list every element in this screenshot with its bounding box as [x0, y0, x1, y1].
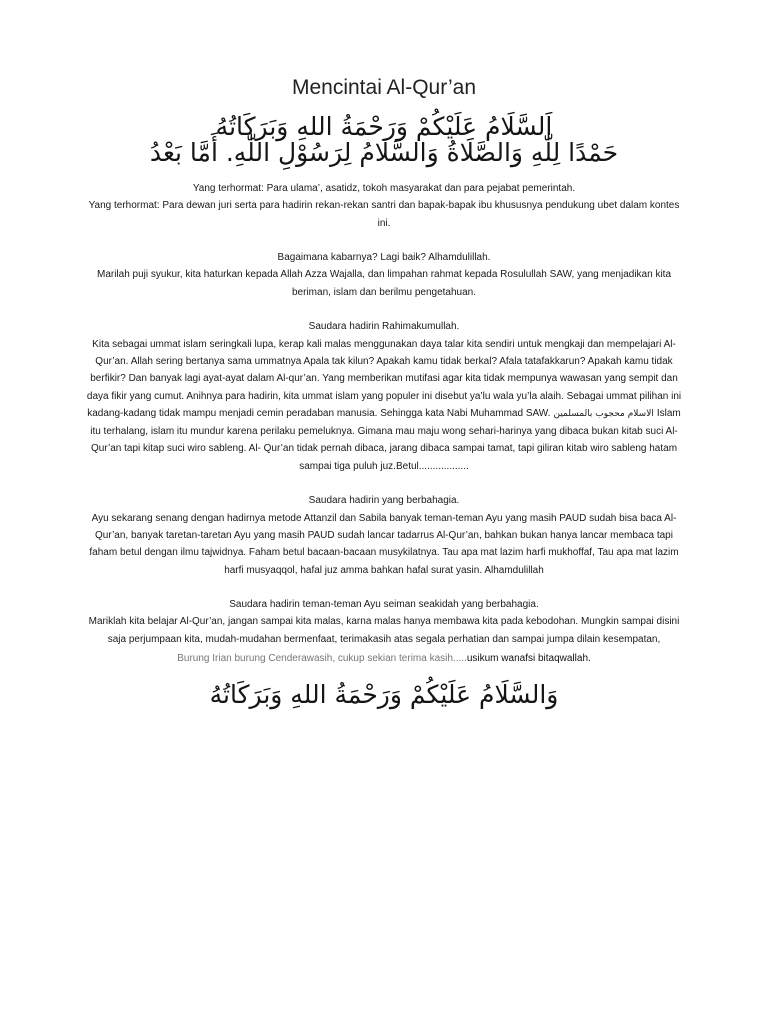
para1-line-2: Marilah puji syukur, kita haturkan kepada Allah Azza Wajalla, dan limpahan rahmat kepada Rosulullah SAW, yang menjadikan kita beriman, islam dan berilmu pengetahuan. — [96, 269, 672, 298]
closing-line — [82, 653, 686, 664]
arabic-salam-closing: وَالسَّلَامُ عَلَيْكُمْ وَرَحْمَةُ اللهِ وَبَرَكَاتُهُ — [209, 680, 559, 709]
para2-text-after: Islam itu terhalang, islam itu mundur karena perilaku pemeluknya. Gimana mau maju wong sehari-harinya yang dibaca bukan kitab suci Al-Qur’an tapi kitap suci wiro sableng. Al- Qur’an tidak pernah dibaca, jarang dibaca sampai tamat, tapi giliran kitab wiro sableng hatam sampai tiga puluh juz.Betul.................. — [90, 407, 681, 472]
para3-heading: Saudara hadirin yang berbahagia. — [308, 495, 460, 507]
para2-text — [82, 336, 686, 475]
greeting-line-1: Yang terhormat: Para ulama’, asatidz, tokoh masyarakat dan para pejabat pemerintah. — [192, 183, 576, 194]
para2-text-before: Kita sebagai ummat islam seringkali lupa, kerap kali malas menggunakan daya talar kita sendiri untuk mengkaji dan mempelajari Al- Qur’an. Allah sering bertanya sama ummatnya Apala tak kilun? Apakah kamu tidak berkal? Afala tatafakkarun? Apakah kamu tidak berfikir? Dan banyak lagi ayat-ayat dalam Al-qur’an. Yang memberikan mutifasi agar kita tidak mempunya wawasan yang sempit dan daya fikir yang cumut. Anihnya para hadirin, kita ummat islam yang populer ini disebut ya’lu wala yu’la alaih. Sebagai ummat pilihan ini kadang-kadang tidak mampu menjadi cemin peradaban manusia. Sehingga kata Nabi Muhammad SAW. — [86, 338, 682, 419]
greeting-line-2: Yang terhormat: Para dewan juri serta para hadirin rekan-rekan santri dan bapak-bapak ibu khususnya pendukung ubet dalam kontes ini. — [88, 200, 680, 229]
speech-body — [82, 180, 686, 648]
para3-text: Ayu sekarang senang dengan hadirnya metode Attanzil dan Sabila banyak teman-teman Ayu yang masih PAUD sudah bisa baca Al-Qur’an, banyak taretan-taretan Ayu yang masih PAUD sudah lancar tadarrus Al-Qur’an, bahkan bukan hanya lancar membaca tapi faham betul dengan ilmu tajwidnya. Faham betul bacaan-bacaan musykilatnya. Tau apa mat lazim harfi mukhoffaf, Tau apa mat lazim harfi musyaqqol, hafal juz amma bahkan hafal surat yasin. Alhamdulillah — [89, 512, 679, 576]
para2-heading: Saudara hadirin Rahimakumullah. — [308, 321, 460, 333]
closing-pantun: Burung Irian burung Cenderawasih, cukup sekian terima kasih..... — [177, 653, 467, 664]
arabic-salam-opening: اَلسَّلَامُ عَلَيْكُمْ وَرَحْمَةُ اللهِ وَبَرَكَاتُهُ — [215, 112, 553, 141]
para1-line-1: Bagaimana kabarnya? Lagi baik? Alhamdulillah. — [277, 252, 491, 264]
closing-salam: usikum wanafsi bitaqwallah. — [466, 653, 591, 664]
para4-text: Mariklah kita belajar Al-Qur’an, jangan sampai kita malas, karna malas hanya membawa kita pada kebodohan. Mungkin sampai disini saja perjumpaan kita, mudah-mudahan bermenfaat, terimakasih atas segala perhatian dan sampai jumpa dilain kesempatan, — [88, 616, 680, 645]
arabic-hadith-quote: الاسلام محجوب بالمسلمين — [553, 408, 654, 419]
para4-heading: Saudara hadirin teman-teman Ayu seiman seakidah yang berbahagia. — [229, 599, 539, 611]
page-title: Mencintai Al-Qur’an — [291, 76, 477, 99]
arabic-hamdalah: حَمْدًا لِلّٰهِ وَالصَّلَاةُ وَالسَّلَامُ لِرَسُوْلِ اللّٰهِ. أَمَّا بَعْدُ — [149, 138, 619, 167]
